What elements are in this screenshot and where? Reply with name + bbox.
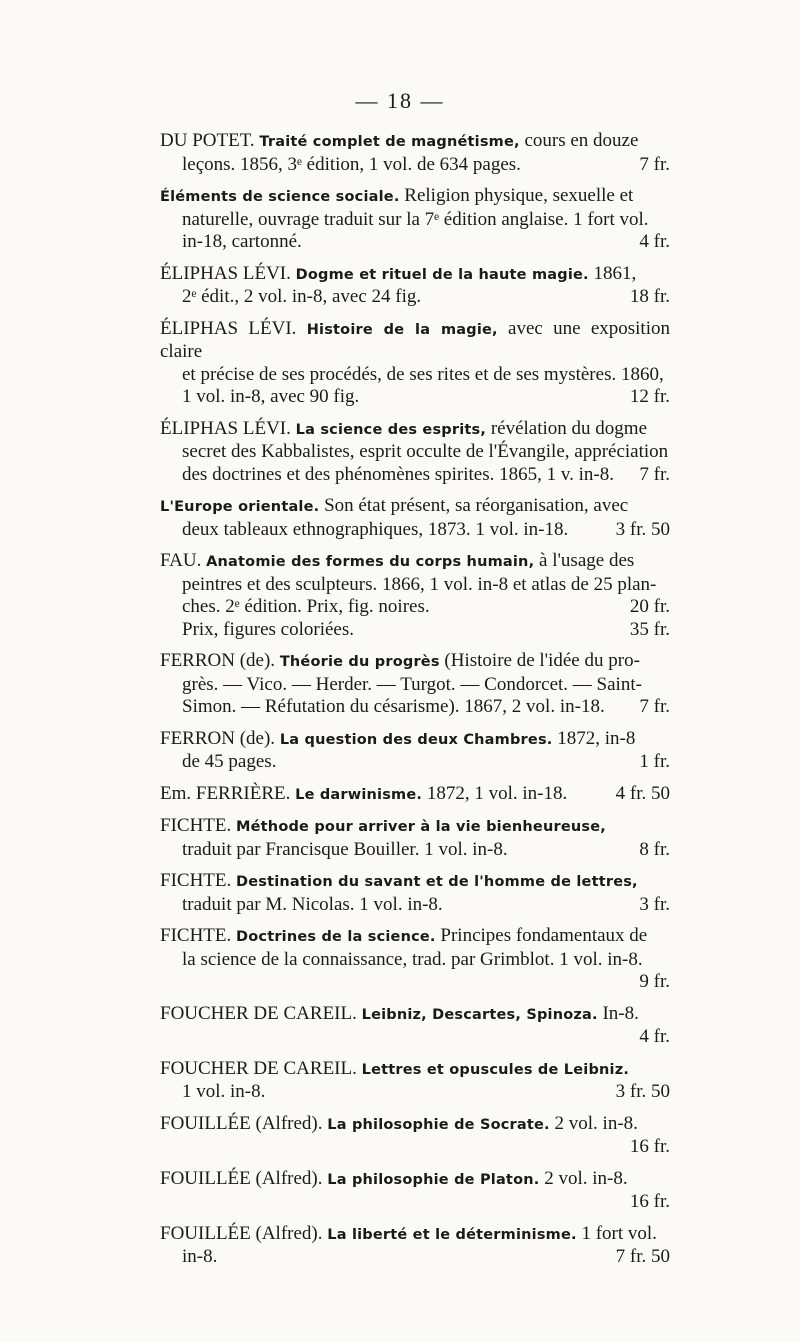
entry-price: 9 fr.	[639, 971, 670, 992]
entry-text: (Histoire de l'idée du pro-	[439, 650, 640, 671]
entry-price: 7 fr.	[639, 153, 670, 175]
entry-author: FAU.	[160, 550, 207, 571]
catalogue-entry	[160, 318, 670, 409]
entry-line	[160, 1246, 670, 1269]
entry-text: naturelle, ouvrage traduit sur la 7ᵉ édition anglaise. 1 fort vol.	[182, 208, 649, 230]
entry-author: FERRON (de).	[160, 650, 280, 671]
entry-author: FICHTE.	[160, 815, 236, 836]
entry-line	[160, 650, 670, 674]
entry-price: 8 fr.	[639, 838, 670, 860]
entry-line	[160, 925, 670, 949]
entry-title: La philosophie de Platon.	[327, 1171, 540, 1188]
entry-text: à l'usage des	[534, 550, 635, 571]
entry-text: 2 vol. in-8.	[539, 1167, 628, 1189]
entry-text: cours en douze	[519, 130, 639, 151]
entry-line	[160, 519, 670, 542]
entry-line	[160, 1113, 670, 1137]
entry-line	[160, 839, 670, 862]
entry-text: Religion physique, sexuelle et	[399, 185, 634, 206]
entry-author: FOUCHER DE CAREIL.	[160, 1002, 362, 1024]
entry-text: secret des Kabbalistes, esprit occulte de l'Évangile, appréciation	[182, 441, 669, 462]
entry-price: 20 fr.	[629, 596, 670, 617]
entry-title: La philosophie de Socrate.	[327, 1116, 550, 1133]
entry-line	[160, 1003, 670, 1027]
entry-line	[160, 1223, 670, 1247]
entry-price: 16 fr.	[629, 1136, 670, 1157]
entry-text: 1872, 1 vol. in-18.	[422, 782, 568, 804]
entry-line	[160, 495, 670, 519]
entry-title: Méthode pour arriver à la vie bienheureuse,	[236, 819, 606, 835]
entry-line	[160, 1168, 670, 1192]
catalogue-entry	[160, 495, 670, 541]
entry-author: ÉLIPHAS LÉVI.	[160, 262, 296, 284]
entry-text: in-18, cartonné.	[182, 231, 302, 252]
entry-price: 7 fr.	[639, 696, 670, 717]
entry-title: La liberté et le déterminisme.	[327, 1226, 577, 1243]
catalogue-entry	[160, 185, 670, 254]
entry-title: Destination du savant et de l'homme de lettres,	[236, 874, 638, 890]
entry-line	[160, 418, 670, 442]
entry-line	[160, 619, 670, 642]
entry-text: avec une exposition claire	[160, 317, 670, 362]
entry-title: L'Europe orientale.	[160, 499, 320, 515]
entry-line	[160, 209, 670, 232]
entry-line	[160, 441, 670, 464]
entry-price: 7 fr. 50	[615, 1246, 670, 1267]
entry-line	[160, 318, 670, 364]
entry-author: FOUCHER DE CAREIL.	[160, 1057, 362, 1079]
entry-price: 1 fr.	[639, 751, 670, 772]
entry-author: FOUILLÉE (Alfred).	[160, 1167, 328, 1189]
entry-text: Son état présent, sa réorganisation, avec	[319, 495, 629, 516]
entry-price: 3 fr. 50	[615, 1081, 670, 1102]
catalogue-entry	[160, 783, 670, 807]
entry-price: 3 fr.	[639, 893, 670, 915]
entry-text: de 45 pages.	[182, 751, 277, 772]
entry-line	[160, 815, 670, 839]
catalogue-entry	[160, 130, 670, 176]
catalogue-entry	[160, 1058, 670, 1104]
entry-author: ÉLIPHAS LÉVI.	[160, 417, 296, 439]
entry-title: Dogme et rituel de la haute magie.	[295, 266, 589, 283]
entry-line	[160, 674, 670, 697]
entry-line	[160, 949, 670, 972]
entry-price: 3 fr. 50	[615, 518, 670, 540]
entry-text: 1 vol. in-8.	[182, 1081, 266, 1102]
entry-line	[160, 231, 670, 254]
entry-text: in-8.	[182, 1246, 218, 1267]
entry-title: Anatomie des formes du corps humain,	[206, 554, 535, 570]
entry-title: Leibniz, Descartes, Spinoza.	[361, 1006, 598, 1023]
entry-text: et précise de ses procédés, de ses rites et de ses mystères. 1860,	[182, 363, 664, 385]
entry-line	[160, 386, 670, 409]
entry-line	[160, 894, 670, 917]
entry-author: FICHTE.	[160, 925, 236, 946]
catalogue-entry	[160, 550, 670, 641]
entry-price: 4 fr. 50	[615, 782, 670, 804]
page-number: — 18 —	[355, 88, 445, 113]
entry-price: 16 fr.	[629, 1191, 670, 1212]
entry-line	[160, 185, 670, 209]
entry-line	[160, 596, 670, 619]
entry-line	[160, 263, 670, 287]
entry-author: FERRON (de).	[160, 727, 280, 749]
catalogue-entry	[160, 263, 670, 309]
catalogue-entry	[160, 650, 670, 719]
entry-text: grès. — Vico. — Herder. — Turgot. — Condorcet. — Saint-	[182, 673, 642, 695]
catalogue-entry	[160, 1223, 670, 1269]
entry-title: Histoire de la magie,	[306, 321, 498, 338]
entry-title: La question des deux Chambres.	[279, 731, 553, 748]
entry-text: deux tableaux ethnographiques, 1873. 1 vol. in-18.	[182, 518, 569, 540]
entry-text: 1 vol. in-8, avec 90 fig.	[182, 386, 360, 407]
catalogue-entry	[160, 925, 670, 994]
catalogue-entry	[160, 1113, 670, 1159]
entry-text: traduit par Francisque Bouiller. 1 vol. in-8.	[182, 838, 508, 860]
entry-line	[160, 751, 670, 774]
entry-line	[160, 550, 670, 574]
entry-text: 1 fort vol.	[576, 1222, 657, 1244]
catalogue-entries	[160, 130, 670, 1278]
entry-text: 2ᵉ édit., 2 vol. in-8, avec 24 fig.	[182, 286, 422, 307]
entry-line	[160, 783, 670, 807]
entry-price: 12 fr.	[629, 386, 670, 407]
entry-line	[160, 286, 670, 309]
entry-line	[160, 1081, 670, 1104]
catalogue-entry	[160, 418, 670, 487]
entry-text: ches. 2ᵉ édition. Prix, fig. noires.	[182, 596, 430, 617]
entry-author: FICHTE.	[160, 870, 236, 891]
entry-text: la science de la connaissance, trad. par Grimblot. 1 vol. in-8.	[182, 948, 643, 970]
entry-line	[160, 1058, 670, 1082]
entry-line	[160, 154, 670, 177]
entry-line	[160, 364, 670, 387]
entry-line	[160, 870, 670, 894]
entry-text: Prix, figures coloriées.	[182, 618, 355, 640]
entry-text: 1872, in-8	[552, 727, 636, 749]
entry-title: Éléments de science sociale.	[160, 189, 400, 205]
entry-text: des doctrines et des phénomènes spirites. 1865, 1 v. in-8.	[182, 463, 614, 485]
entry-title: Lettres et opuscules de Leibniz.	[361, 1061, 630, 1078]
entry-text: peintres et des sculpteurs. 1866, 1 vol. in-8 et atlas de 25 plan-	[182, 573, 657, 595]
entry-price: 4 fr.	[639, 231, 670, 252]
entry-author: FOUILLÉE (Alfred).	[160, 1112, 328, 1134]
entry-title: La science des esprits,	[295, 421, 487, 438]
entry-author: Em. FERRIÈRE.	[160, 782, 296, 804]
entry-author: DU POTET.	[160, 130, 260, 151]
entry-text: Simon. — Réfutation du césarisme). 1867, 2 vol. in-18.	[182, 696, 605, 717]
entry-title: Théorie du progrès	[279, 654, 440, 670]
entry-price: 18 fr.	[629, 286, 670, 307]
catalogue-entry	[160, 1003, 670, 1049]
entry-text: 2 vol. in-8.	[549, 1112, 638, 1134]
entry-title: Le darwinisme.	[295, 786, 423, 803]
entry-line	[160, 696, 670, 719]
entry-title: Traité complet de magnétisme,	[259, 134, 520, 150]
entry-author: ÉLIPHAS LÉVI.	[160, 317, 307, 339]
catalogue-entry	[160, 1168, 670, 1214]
entry-line	[160, 574, 670, 597]
catalogue-entry	[160, 870, 670, 916]
entry-title: Doctrines de la science.	[236, 929, 436, 945]
entry-text: Principes fondamentaux de	[435, 925, 648, 946]
catalogue-entry	[160, 728, 670, 774]
entry-author: FOUILLÉE (Alfred).	[160, 1222, 328, 1244]
entry-price: 4 fr.	[639, 1026, 670, 1047]
entry-line	[160, 464, 670, 487]
entry-text: In-8.	[597, 1002, 639, 1024]
entry-text: traduit par M. Nicolas. 1 vol. in-8.	[182, 893, 443, 915]
entry-text: 1861,	[588, 262, 637, 284]
entry-price: 7 fr.	[639, 463, 670, 485]
entry-text: leçons. 1856, 3ᵉ édition, 1 vol. de 634 pages.	[182, 153, 521, 175]
entry-text: révélation du dogme	[486, 417, 648, 439]
entry-line	[160, 130, 670, 154]
catalogue-entry	[160, 815, 670, 861]
entry-line	[160, 728, 670, 752]
entry-price: 35 fr.	[629, 618, 670, 640]
